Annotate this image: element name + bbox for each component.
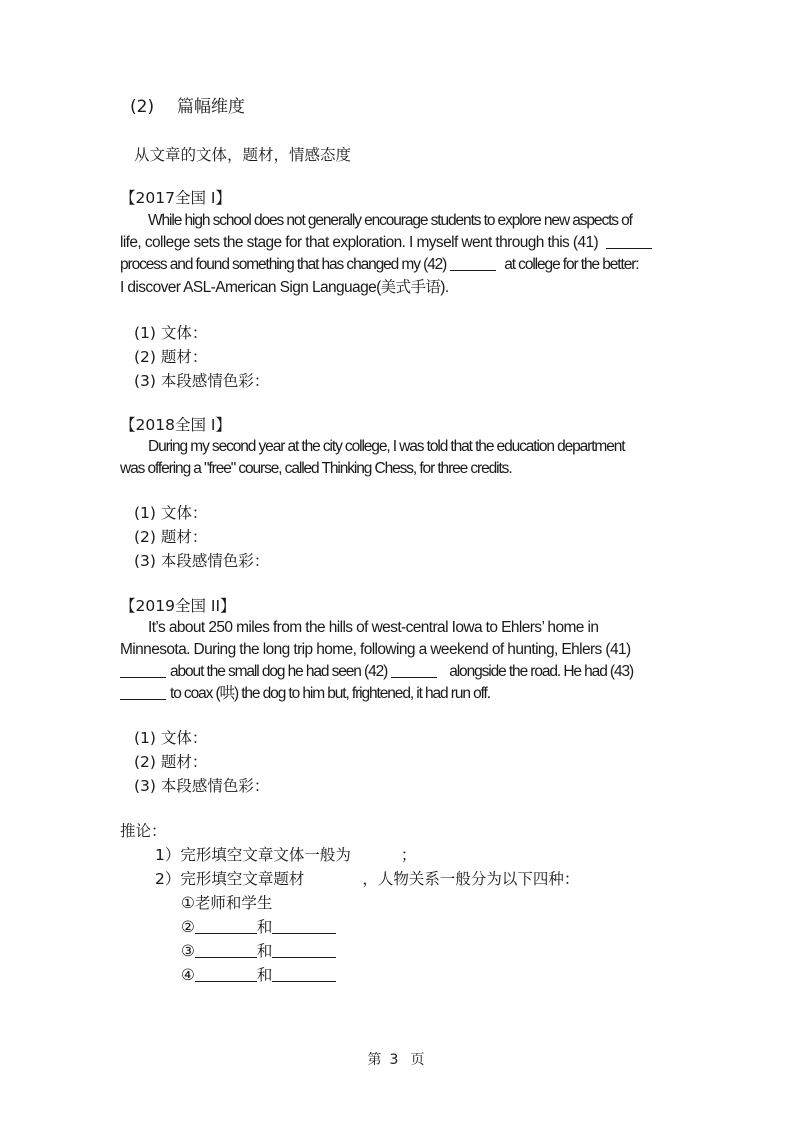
passage-2018-line-2: was offering a "free" course, called Thinking Chess, for three credits. <box>120 460 512 477</box>
section-number: (2) <box>130 97 155 117</box>
passage-2018-line-1: During my second year at the city college, I was told that the education department <box>148 438 625 455</box>
inference-item-2-end: ，人物关系一般分为以下四种： <box>362 870 580 888</box>
question-emotion-2018: (3) 本段感情色彩： <box>134 552 270 570</box>
blank-41-2019 <box>120 662 166 678</box>
passage-2017-line-3 <box>120 254 638 276</box>
relation-pair-1-text: 老师和学生 <box>194 894 273 912</box>
footer-prefix: 第 <box>367 1052 382 1068</box>
question-topic-2019: (2) 题材： <box>134 753 208 771</box>
inference-item-2 <box>155 868 579 890</box>
blank-pair-4-b <box>272 966 336 982</box>
blank-42-2019 <box>391 662 437 678</box>
inference-item-1-num: 1） <box>155 846 181 864</box>
blank-41 <box>606 233 652 249</box>
relation-pair-3 <box>181 940 336 962</box>
blank-pair-2-a <box>195 918 257 934</box>
blank-pair-2-b <box>272 918 336 934</box>
passage-2017-line-4: I discover ASL-American Sign Language(美式手语). <box>120 279 449 296</box>
relation-pair-1 <box>181 892 272 914</box>
blank-42 <box>450 255 496 271</box>
relation-pair-3-mark: ③ <box>181 942 195 960</box>
relation-pair-2-mark: ② <box>181 918 195 936</box>
relation-pair-3-and: 和 <box>256 942 273 960</box>
inference-item-1 <box>155 844 416 866</box>
section-title: 篇幅维度 <box>177 97 245 117</box>
question-genre-2019: (1) 文体： <box>134 729 208 747</box>
blank-pair-3-b <box>272 942 336 958</box>
relation-pair-4-and: 和 <box>256 966 273 984</box>
passage-2019-line-3-text: about the small dog he had seen (42) <box>170 663 388 680</box>
question-emotion-2019: (3) 本段感情色彩： <box>134 777 270 795</box>
inference-item-1-end: ； <box>400 846 417 864</box>
passage-2019-line-1: It’s about 250 miles from the hills of west-central Iowa to Ehlers’ home in <box>148 619 599 636</box>
section-tag-2018: 【2018全国 I】 <box>120 416 231 434</box>
blank-pair-4-a <box>195 966 257 982</box>
passage-2019-line-4-text: to coax (哄) the dog to him but, frightened, it had run off. <box>170 685 490 702</box>
section-tag-2017: 【2017全国 I】 <box>120 189 231 207</box>
question-topic-2017: (2) 题材： <box>134 348 208 366</box>
relation-pair-1-mark: ① <box>181 894 195 912</box>
inference-label: 推论： <box>120 822 167 840</box>
relation-pair-2-and: 和 <box>256 918 273 936</box>
footer-suffix: 页 <box>410 1052 425 1068</box>
passage-2017-line-1: While high school does not generally encourage students to explore new aspects of <box>148 212 632 229</box>
passage-2019-line-2: Minnesota. During the long trip home, following a weekend of hunting, Ehlers (41) <box>120 641 631 658</box>
blank-43-2019 <box>120 684 166 700</box>
question-emotion-2017: (3) 本段感情色彩： <box>134 372 270 390</box>
question-genre-2018: (1) 文体： <box>134 504 208 522</box>
passage-2017-line-2-text: life, college sets the stage for that exploration. I myself went through this (41) <box>120 234 599 251</box>
passage-2019-line-3-tail: alongside the road. He had (43) <box>449 663 634 680</box>
page-footer <box>0 1050 792 1070</box>
page-number: 3 <box>389 1052 399 1068</box>
passage-2017-line-3-tail: at college for the better: <box>504 256 639 273</box>
inference-item-2-text: 完形填空文章题材 <box>180 870 305 888</box>
passage-2017-line-3-text: process and found something that has changed my (42) <box>120 256 447 273</box>
passage-2017-line-2 <box>120 232 652 254</box>
inference-item-2-num: 2） <box>155 870 181 888</box>
blank-pair-3-a <box>195 942 257 958</box>
relation-pair-4 <box>181 964 336 986</box>
section-tag-2019: 【2019全国 II】 <box>120 597 236 615</box>
passage-2019-line-3 <box>120 661 633 683</box>
relation-pair-4-mark: ④ <box>181 966 195 984</box>
intro-line: 从文章的文体，题材，情感态度 <box>134 146 352 164</box>
question-topic-2018: (2) 题材： <box>134 528 208 546</box>
passage-2019-line-4 <box>120 683 490 705</box>
question-genre-2017: (1) 文体： <box>134 324 208 342</box>
relation-pair-2 <box>181 916 336 938</box>
inference-item-1-text: 完形填空文章文体一般为 <box>180 846 351 864</box>
